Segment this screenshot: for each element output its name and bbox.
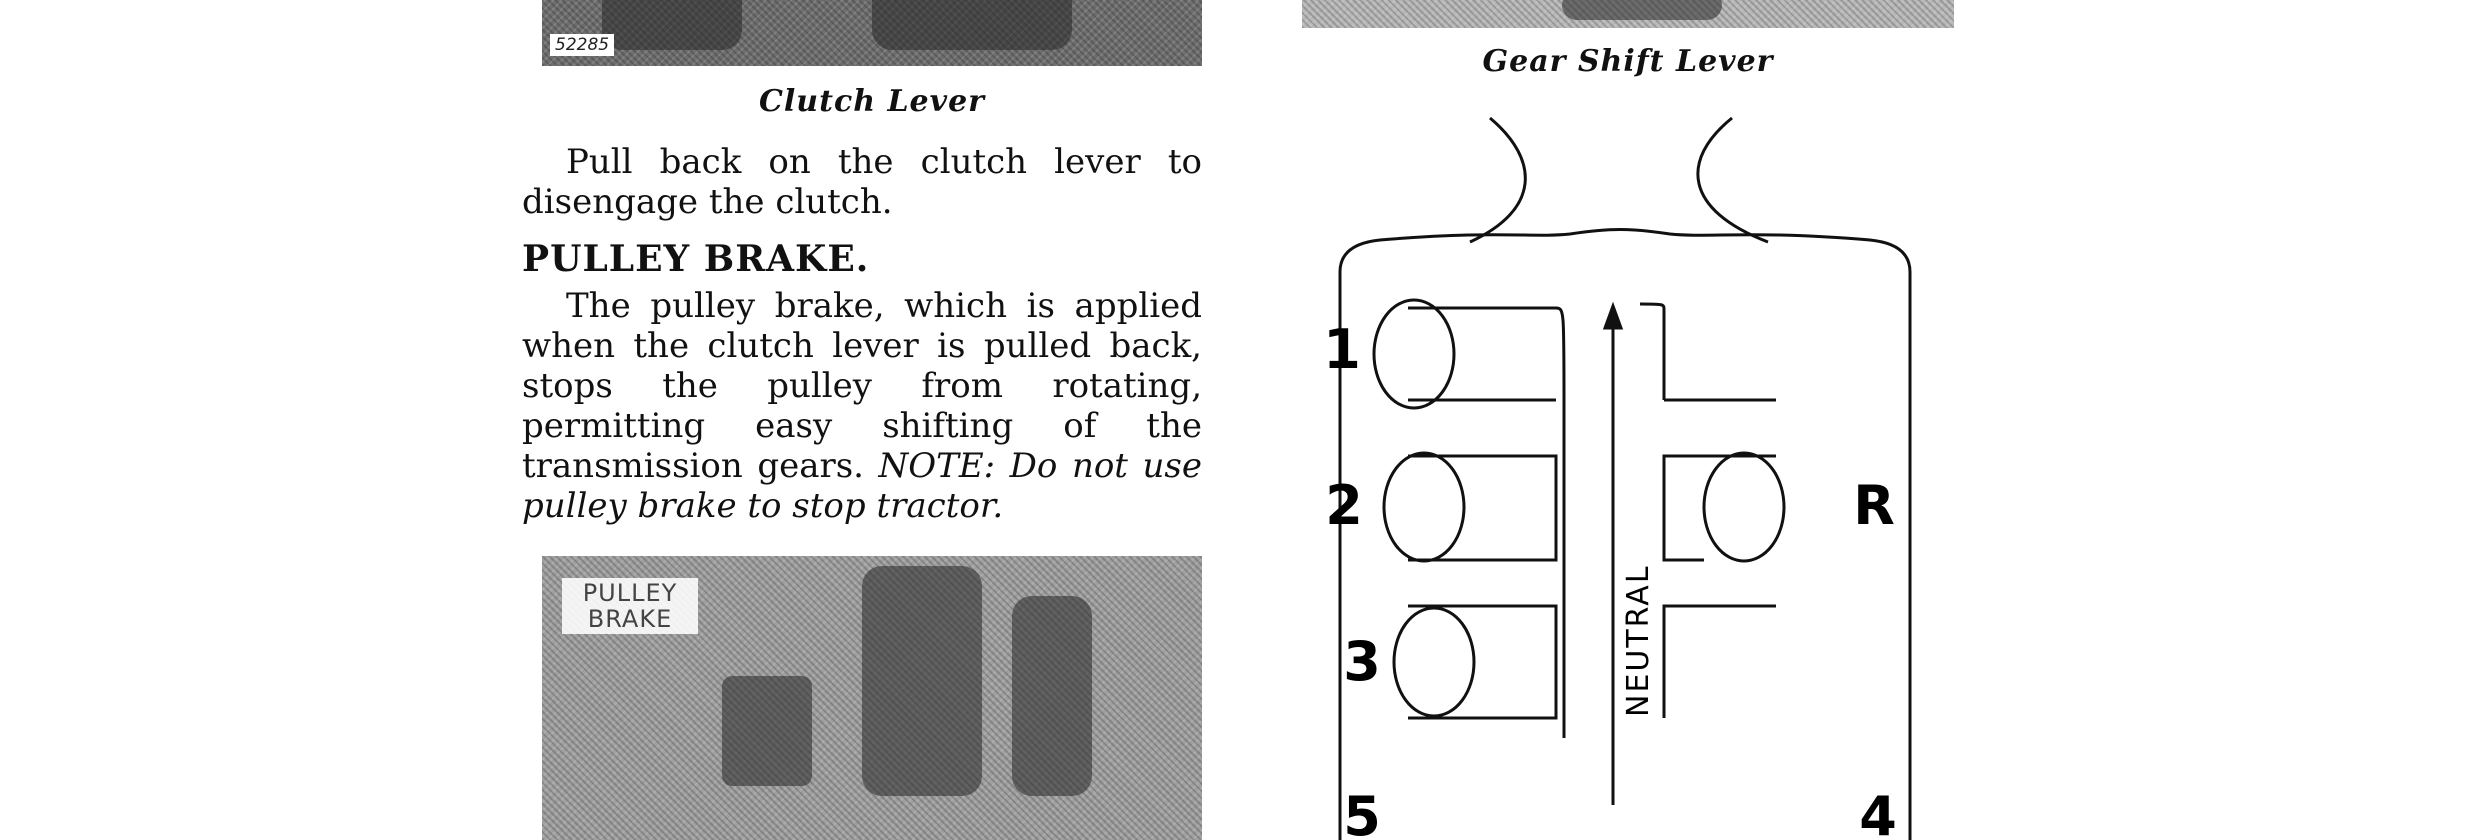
- clutch-lever-photo: [542, 0, 1202, 66]
- gear-label-4: 4: [1859, 785, 1897, 840]
- gear-label-1: 1: [1323, 318, 1361, 381]
- neutral-label: NEUTRAL: [1621, 564, 1656, 717]
- shift-plate-outline: [1340, 230, 1910, 840]
- gear-label-5: 5: [1343, 785, 1381, 840]
- neutral-arrow: [1605, 306, 1621, 805]
- gear-label-r: R: [1853, 474, 1895, 537]
- clutch-lever-caption: Clutch Lever: [759, 84, 985, 119]
- pulley-brake-text: The pulley brake, which is applied when the clutch lever is pulled back, stops the pulley from rotating, permitting easy shifting of the transmission gears.: [522, 286, 1202, 486]
- photo-number: 52285: [550, 34, 614, 56]
- gear-label-2: 2: [1325, 474, 1363, 537]
- gear-shift-diagram: [1300, 100, 1980, 840]
- gear-slot-circles: [1374, 300, 1784, 716]
- gear-shift-photo: [1302, 0, 1954, 28]
- shift-lever-curve-right: [1698, 118, 1768, 242]
- pulley-brake-label: PULLEY BRAKE: [562, 578, 698, 634]
- gear-shift-caption: Gear Shift Lever: [1482, 44, 1774, 79]
- gear-label-3: 3: [1343, 630, 1381, 693]
- pulley-brake-photo: [542, 556, 1202, 840]
- shift-lever-curve-left: [1470, 118, 1525, 242]
- pulley-brake-paragraph: [522, 286, 1202, 526]
- pulley-brake-heading: PULLEY BRAKE.: [522, 238, 870, 280]
- pulley-brake-note: NOTE: Do not use pulley brake to stop tractor.: [522, 446, 1202, 526]
- clutch-paragraph: Pull back on the clutch lever to disengage the clutch.: [522, 142, 1202, 222]
